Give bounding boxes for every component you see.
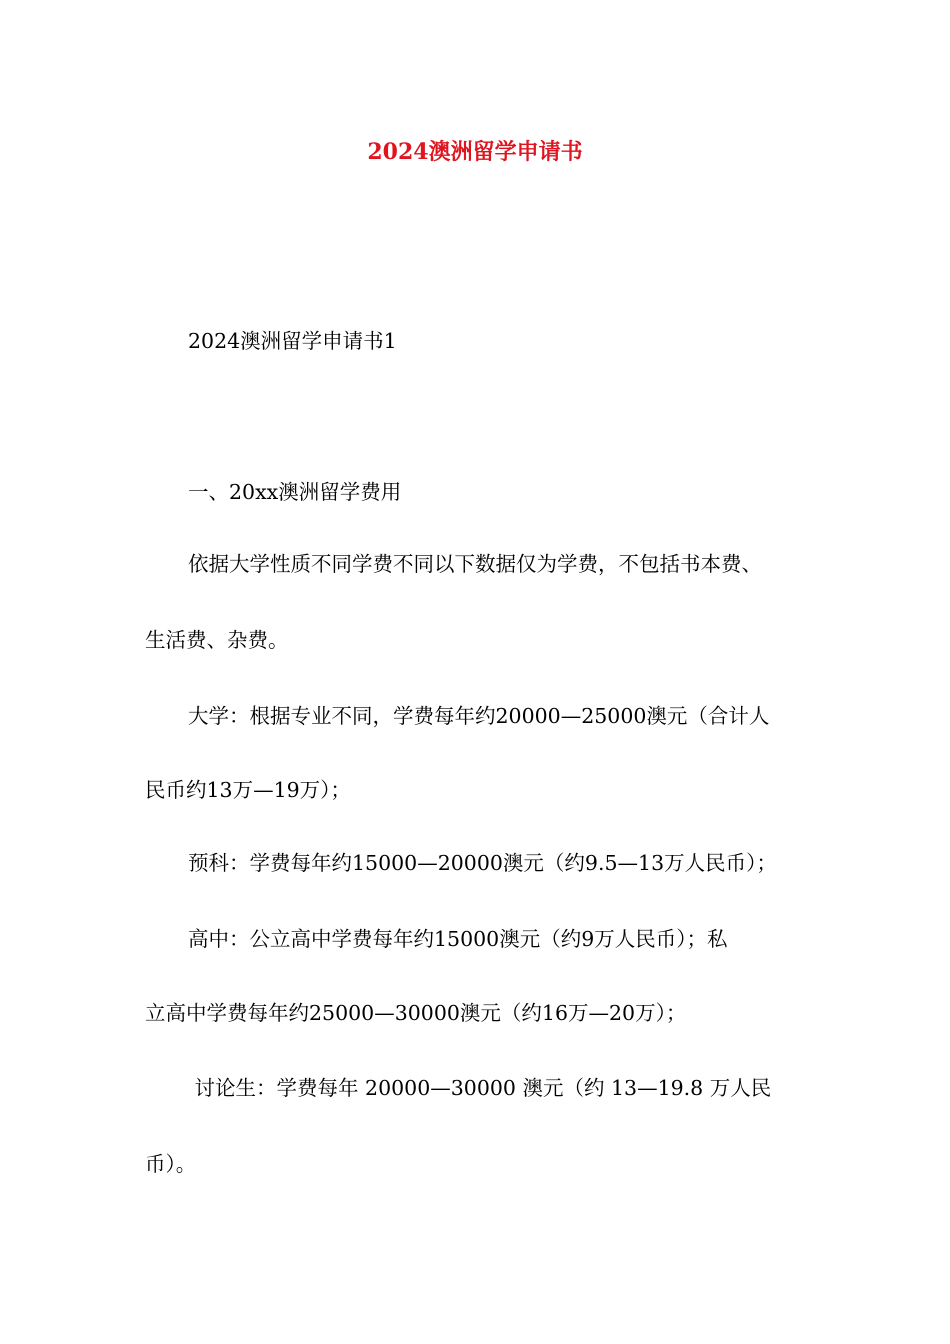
paragraph-line: 立高中学费每年约25000—30000澳元（约16万—20万）；	[145, 1001, 687, 1025]
paragraph-line: 高中：公立高中学费每年约15000澳元（约9万人民币）；私	[188, 927, 728, 951]
subheading: 一、20xx澳洲留学费用	[188, 480, 402, 504]
paragraph-line: 币）。	[145, 1152, 197, 1176]
paragraph-line: 依据大学性质不同学费不同以下数据仅为学费，不包括书本费、	[188, 552, 762, 576]
paragraph-line: 讨论生：学费每年 20000—30000 澳元（约 13—19.8 万人民	[188, 1076, 772, 1100]
paragraph-line: 预科：学费每年约15000—20000澳元（约9.5—13万人民币）；	[188, 851, 777, 875]
section-heading: 2024澳洲留学申请书1	[188, 329, 397, 353]
document-title: 2024澳洲留学申请书	[367, 139, 583, 165]
paragraph-line: 民币约13万—19万）；	[145, 778, 351, 802]
paragraph-line: 大学：根据专业不同，学费每年约20000—25000澳元（合计人	[188, 704, 770, 728]
paragraph-line: 生活费、杂费。	[145, 628, 289, 652]
